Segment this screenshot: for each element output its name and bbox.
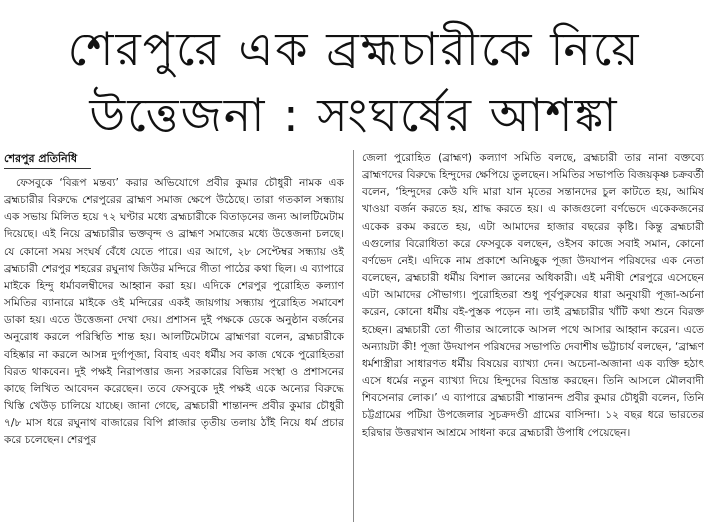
- headline-line-2: উত্তেজনা : সংঘর্ষের আশঙ্কা: [89, 88, 619, 142]
- headline-line-1: শেরপুরে এক ব্রহ্মচারীকে নিয়ে: [67, 22, 641, 76]
- byline: শেরপুর প্রতিনিধি: [4, 150, 91, 169]
- column-divider: [353, 150, 354, 522]
- article-text-right: জেলা পুরোহিত (ব্রাহ্মণ) কল্যাণ সমিতি বলছে, ব্রহ্মচারী তার নানা বক্তব্যে ব্রাহ্মণদের বিরুদ্ধে হিন্দুদের ক্ষেপিয়ে তুলছেন। সমিতির সভাপতি বিজয়কৃষ্ণ চক্রবর্তী বলেন, ‘হিন্দুদের কেউ যদি মারা যান মৃতের সন্তানদের চুল কাটতে হয়, আমিষ খাওয়া বর্জন করতে হয়, শ্রাদ্ধ করতে হয়। এ কাজগুলো বর্ণভেদে একেকজনের একেক রকম করতে হয়, এটা আমাদের হাজার বছরের কৃষ্টি। কিন্তু ব্রহ্মচারী এগুলোর বিরোধিতা করে ফেসবুকে বলছেন, ওইসব কাজে সবাই সমান, কোনো বর্ণভেদ নেই। এদিকে নাম প্রকাশে অনিচ্ছুক পূজা উদযাপন পরিষদের এক নেতা বলেছেন, ব্রহ্মচারী ধর্মীয় বিশাল জ্ঞানের অধিকারী। এই মনীষী শেরপুরে এসেছেন এটা আমাদের সৌভাগ্য। পুরোহিতরা শুধু পূর্বপুরুষের ধারা অনুযায়ী পূজা-অর্চনা করেন, কোনো ধর্মীয় বই-পুস্তক পড়েন না। তাই ব্রহ্মচারীর খাঁটি কথা শুনে বিরক্ত হচ্ছেন। ব্রহ্মচারী তো গীতার আলোকে আসল পথে আসার আহ্বান করেন। এতে অন্যায়টা কী! পূজা উদযাপন পরিষদের সভাপতি দেবাশীষ ভট্টাচার্য বলছেন, ‘ব্রাহ্মণ ধর্মশাস্ত্রীরা সাধারণত ধর্মীয় বিষয়ের ব্যাখ্যা দেন। অচেনা-অজানা এক ব্যক্তি হঠাৎ এসে ধর্মের নতুন ব্যাখ্যা দিয়ে হিন্দুদের বিভ্রান্ত করছেন। তিনি আসলে মৌলবাদী শিবসেনার লোক।’ এ ব্যাপারে ব্রহ্মচারী শান্তানন্দ প্রবীর কুমার চৌধুরী বলেন, তিনি চট্টগ্রামের পটিয়া উপজেলার সুচক্রদণ্ডী গ্রামের বাসিন্দা। ১২ বছর ধরে ভারতের হরিদ্বার উত্তরখান আশ্রমে সাধনা করে ব্রহ্মচারী উপাধি পেয়েছেন।: [362, 152, 704, 439]
- article-column-right: [362, 150, 704, 522]
- article-text-left: ফেসবুকে ‘বিরূপ মন্তব্য’ করার অভিযোগে প্রবীর কুমার চৌধুরী নামক এক ব্রহ্মচারীর বিরুদ্ধে শেরপুরের ব্রাহ্মণ সমাজ ক্ষেপে উঠেছে। তারা গতকাল সন্ধ্যায় এক সভায় মিলিত হয়ে ৭২ ঘণ্টার মধ্যে ব্রহ্মচারীকে বিতাড়নের জন্য আলটিমেটাম দিয়েছে। এই নিয়ে ব্রহ্মচারীর ভক্তবৃন্দ ও ব্রাহ্মণ সমাজের মধ্যে উত্তেজনা চলছে। যে কোনো সময় সংঘর্ষ বেঁধে যেতে পারে। এর আগে, ২৮ সেপ্টেম্বর সন্ধ্যায় ওই ব্রহ্মচারী শেরপুর শহরের রঘুনাথ জিউর মন্দিরে গীতা পাঠের কথা ছিল। এ ব্যাপারে মাইকে হিন্দু ধর্মাবলম্বীদের আহ্বান করা হয়। এদিকে শেরপুর পুরোহিত কল্যাণ সমিতির ব্যানারে মাইকে ওই মন্দিরের একই জায়গায় সন্ধ্যায় পুরোহিত সমাবেশ ডাকা হয়। এতে উত্তেজনা দেখা দেয়। প্রশাসন দুই পক্ষকে ডেকে অনুষ্ঠান বর্জনের অনুরোধ করলে পরিস্থিতি শান্ত হয়। আলটিমেটামে ব্রাহ্মণরা বলেন, ব্রহ্মচারীকে বহিষ্কার না করলে আসন্ন দুর্গাপূজা, বিবাহ এবং ধর্মীয় সব কাজ থেকে পুরোহিতরা বিরত থাকবেন। দুই পক্ষই নিরাপত্তার জন্য সরকারের বিভিন্ন সংস্থা ও প্রশাসনের কাছে লিখিত আবেদন করেছেন। তবে ফেসবুকে দুই পক্ষই একে অন্যের বিরুদ্ধে খিস্তি খেউড় চালিয়ে যাচ্ছে। জানা গেছে, ব্রহ্মচারী শান্তানন্দ প্রবীর কুমার চৌধুরী ৭/৮ মাস ধরে রঘুনাথ বাজারের বিপি প্লাজার তৃতীয় তলায় ঠাঁই নিয়ে ধর্ম প্রচার করে চলেছেন। শেরপুর: [4, 177, 344, 447]
- headline: [0, 0, 708, 150]
- article-column-left: [4, 150, 344, 522]
